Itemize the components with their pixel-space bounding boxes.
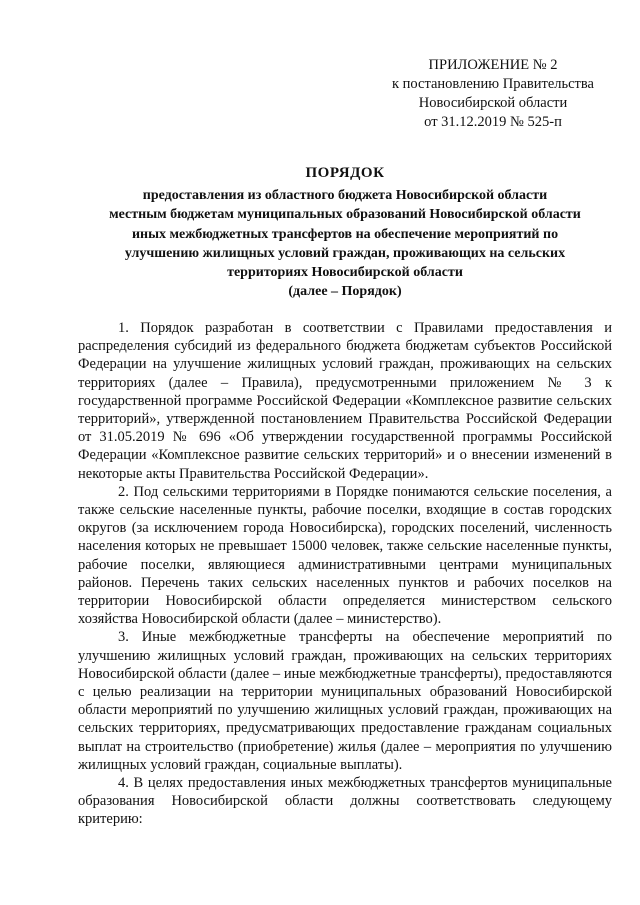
title-abbreviation: (далее – Порядок)	[288, 284, 402, 300]
appendix-header	[380, 56, 606, 132]
title-line: местным бюджетам муниципальных образований Новосибирской области	[109, 207, 581, 223]
appendix-date: от 31.12.2019 № 525-п	[424, 114, 562, 130]
paragraph-4: 4. В целях предоставления иных межбюджетных трансфертов муниципальные образования Новосибирской области должны соответствовать следующему критерию:	[78, 775, 612, 828]
appendix-reference: к постановлению Правительства	[392, 76, 594, 92]
document-title	[78, 164, 612, 301]
appendix-number: ПРИЛОЖЕНИЕ № 2	[428, 57, 558, 73]
title-line: территориях Новосибирской области	[227, 265, 463, 281]
paragraph-3: 3. Иные межбюджетные трансферты на обеспечение мероприятий по улучшению жилищных условий граждан, проживающих на сельских территориях Новосибирской области (далее – иные межбюджетные трансферты), предоставляются с целью реализации на территории муниципальных образований Новосибирской области мероприятий по улучшению жилищных условий граждан, проживающих на сельских территориях, предусматривающих предоставление гражданам социальных выплат на строительство (приобретение) жилья (далее – мероприятия по улучшению жилищных условий граждан, социальные выплаты).	[78, 629, 612, 773]
paragraph-2: 2. Под сельскими территориями в Порядке понимаются сельские поселения, а также сельские населенные пункты, рабочие поселки, входящие в состав городских округов (за исключением города Новосибирска), городских поселений, численность населения которых не превышает 15000 человек, также сельские населенные пункты, рабочие поселки, являющиеся административными центрами муниципальных районов. Перечень таких сельских населенных пунктов и рабочих поселков на территории Новосибирской области определяется министерством сельского хозяйства Новосибирской области (далее – министерство).	[78, 483, 612, 628]
title-main: ПОРЯДОК	[305, 165, 385, 181]
title-line: улучшению жилищных условий граждан, проживающих на сельских	[124, 245, 566, 261]
title-line: предоставления из областного бюджета Новосибирской области	[142, 188, 548, 204]
title-line: иных межбюджетных трансфертов на обеспечение мероприятий по	[131, 226, 559, 242]
appendix-region: Новосибирской области	[418, 95, 568, 111]
document-body	[78, 319, 612, 829]
paragraph-1: 1. Порядок разработан в соответствии с Правилами предоставления и распределения субсидий из федерального бюджета бюджетам субъектов Российской Федерации на улучшение жилищных условий граждан, проживающих на сельских территориях (далее – Правила), предусмотренными приложением № 3 к государственной программе Российской Федерации «Комплексное развитие сельских территорий», утвержденной постановлением Правительства Российской Федерации от 31.05.2019 № 696 «Об утверждении государственной программы Российской Федерации «Комплексное развитие сельских территорий» и о внесении изменений в некоторые акты Правительства Российской Федерации».	[78, 320, 612, 482]
